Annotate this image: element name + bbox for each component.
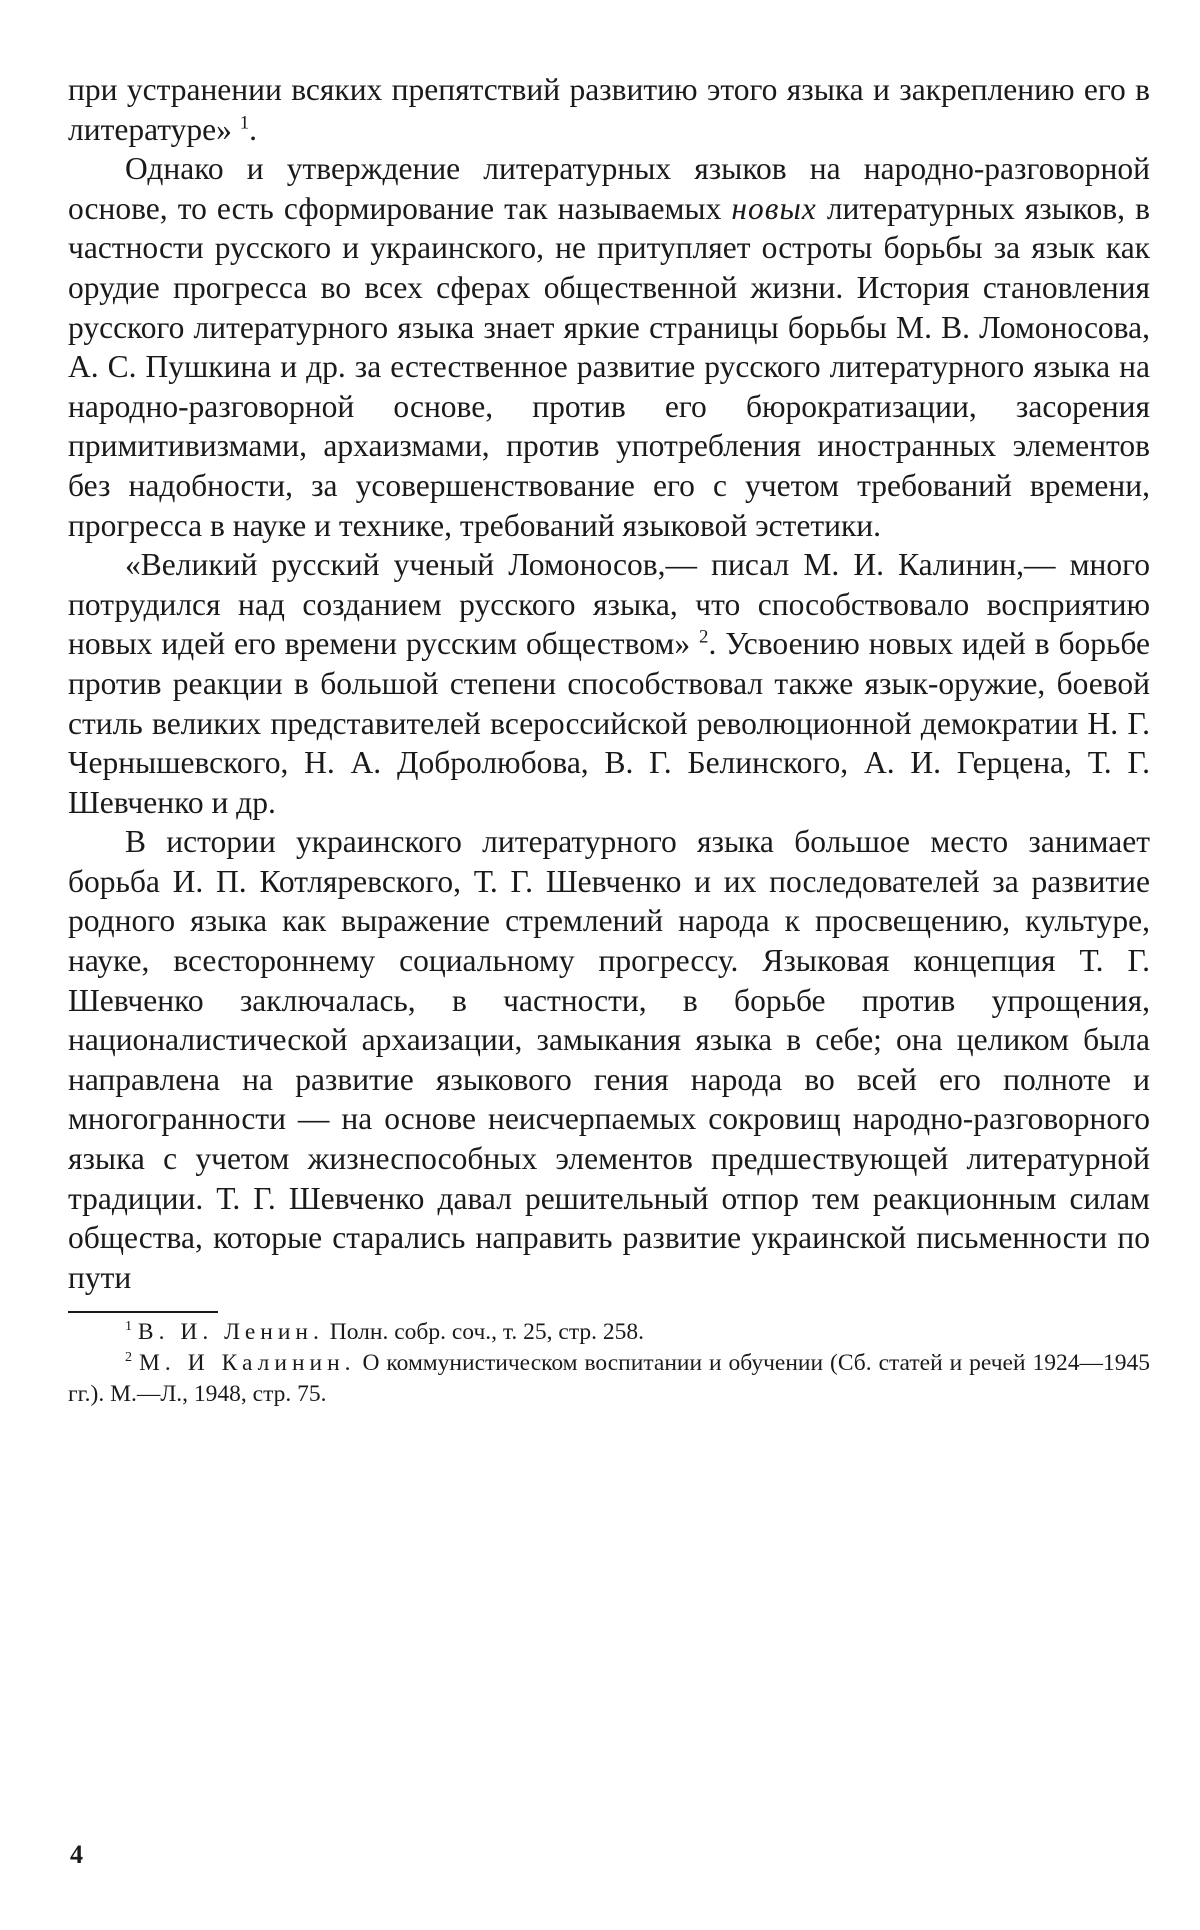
paragraph-2-text-start: Однако и утверждение литературных языков на народно-разговорной основе, то есть сформирование так называемых bbox=[68, 151, 1150, 226]
footnote-1-author: В. И. Ленин. bbox=[137, 1319, 324, 1346]
footnote-1 bbox=[68, 1317, 1150, 1348]
paragraph-2 bbox=[68, 149, 1150, 545]
footnote-1-mark: 1 bbox=[125, 1318, 133, 1335]
paragraph-4 bbox=[68, 822, 1150, 1297]
paragraph-3 bbox=[68, 545, 1150, 822]
paragraph-2-text-end: литературных языков, в частности русского и украинского, не притупляет остроты борьбы за язык как орудие прогресса во всех сферах общественной жизни. История становления русского литературного языка знает яркие страницы борьбы М. В. Ломоносова, А. С. Пушкина и др. за естественное развитие русского литературного языка на народно-разговорной основе, против его бюрократизации, засорения примитивизмами, архаизмами, против употребления иностранных элементов без надобности, за усовершенствование его с учетом требований времени, прогресса в науке и технике, требований языковой эстетики. bbox=[68, 190, 1150, 543]
paragraph-3-text-end: . Усвоению новых идей в борьбе против реакции в большой степени способствовал также язык-оружие, боевой стиль великих представителей всероссийской революционной демократии Н. Г. Чернышевского, Н. А. Добролюбова, В. Г. Белинского, А. И. Герцена, Т. Г. Шевченко и др. bbox=[68, 626, 1151, 820]
body-text bbox=[68, 70, 1150, 1297]
footnotes bbox=[68, 1317, 1150, 1410]
paragraph-1: при устранении всяких препятствий развитию этого языка и закреплению его в литературе» $^1$. bbox=[68, 72, 1150, 147]
footnote-2-text: О коммунистическом воспитании и обучении (Сб. статей и речей 1924—1945 гг.). М.—Л., 1948, стр. 75. bbox=[68, 1350, 1150, 1408]
page bbox=[68, 70, 1150, 1410]
footnote-ref-2: 2 bbox=[699, 626, 709, 648]
footnote-2-author: М. И Калинин. bbox=[139, 1350, 356, 1377]
paragraph-4-text: В истории украинского литературного языка большое место занимает борьба И. П. Котляревского, Т. Г. Шевченко и их последователей за развитие родного языка как выражение стремлений народа к просвещению, культуре, науке, всестороннему социальному прогрессу. Языковая концепция Т. Г. Шевченко заключалась, в частности, в борьбе против упрощения, националистической архаизации, замыкания языка в себе; она целиком была направлена на развитие языкового гения народа во всей его полноте и многогранности — на основе неисчерпаемых сокровищ народно-разговорного языка с учетом жизнеспособных элементов предшествующей литературной традиции. Т. Г. Шевченко давал решительный отпор тем реакционным силам общества, которые старались направить развитие украинской письменности по пути bbox=[68, 824, 1150, 1295]
paragraph-3-text-start: «Великий русский ученый Ломоносов,— писал М. И. Калинин,— много потрудился над созданием русского языка, что способствовало восприятию новых идей его времени русским обществом» bbox=[68, 547, 1150, 662]
paragraph-2-emphasis: новых bbox=[731, 190, 817, 226]
page-number: 4 bbox=[70, 1840, 83, 1869]
footnote-ref-1: 1 bbox=[239, 112, 250, 134]
paragraph-1-text: при устранении всяких препятствий развитию этого языка и закреплению его в литературе» bbox=[68, 72, 1150, 147]
footnote-divider bbox=[68, 1311, 218, 1313]
footnote-2-mark: 2 bbox=[125, 1349, 133, 1366]
footnote-1-text: Полн. собр. соч., т. 25, стр. 258. bbox=[323, 1319, 644, 1346]
footnote-2 bbox=[68, 1348, 1150, 1410]
